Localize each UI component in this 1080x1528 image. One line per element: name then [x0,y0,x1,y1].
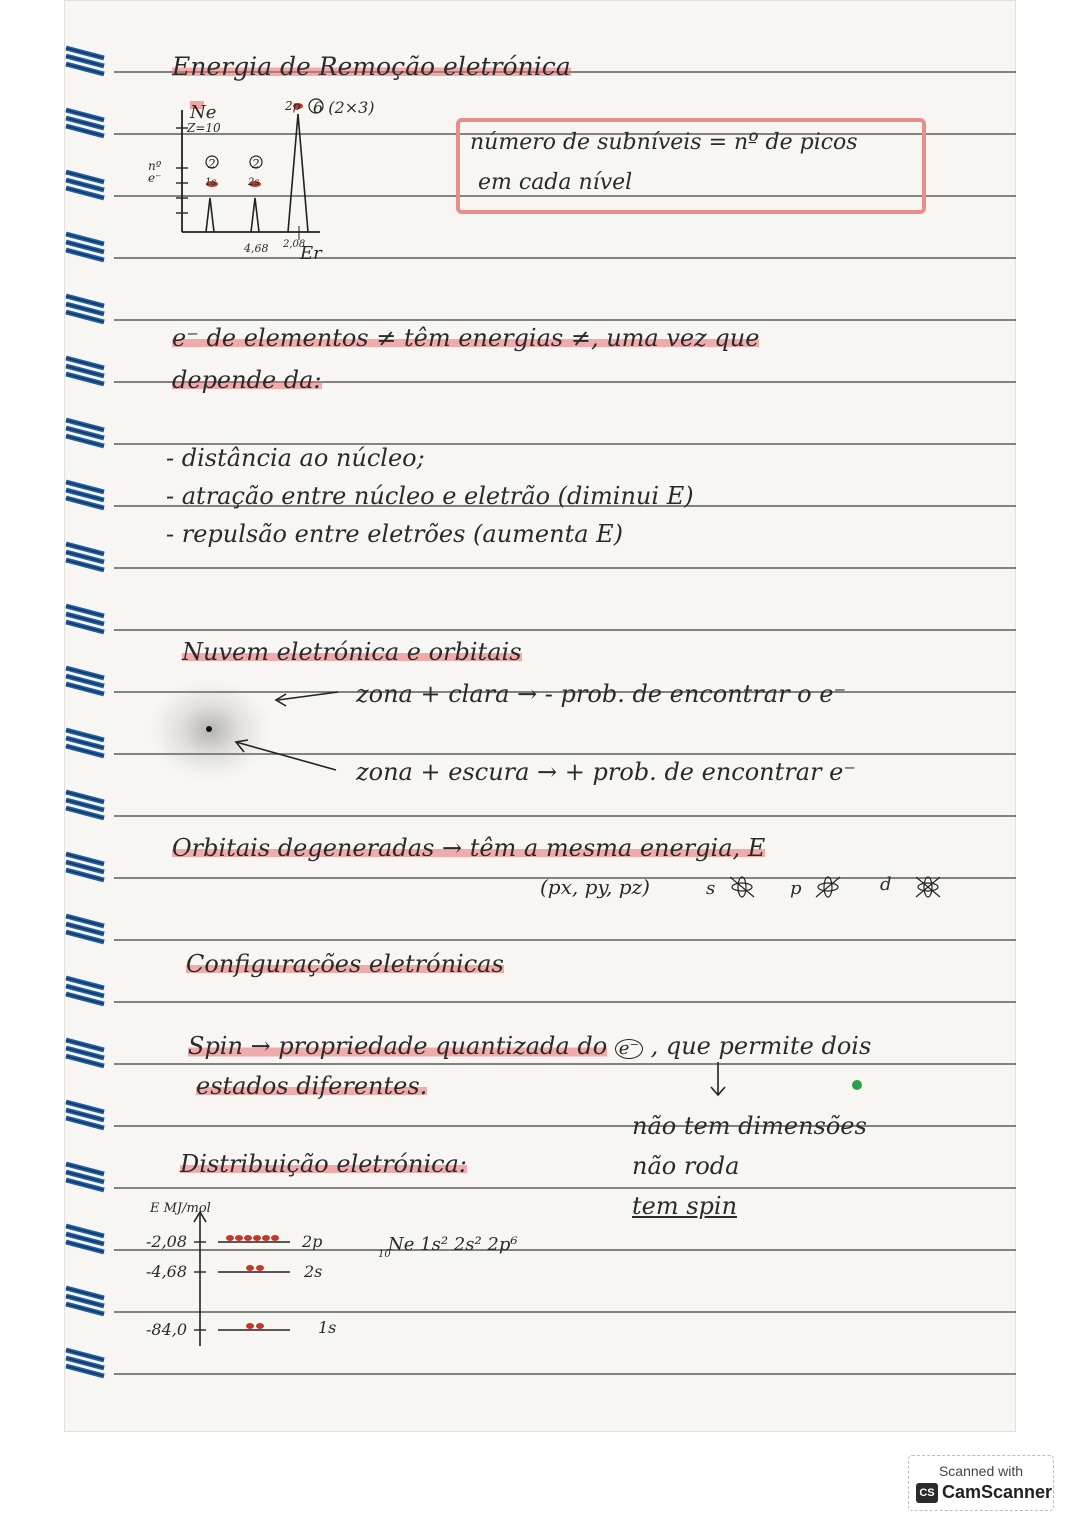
graph-bar1-label: 1s [205,177,217,188]
distribution-title: Distribuição eletrónica: [180,1150,467,1178]
dark-zone-note: zona + escura → + prob. de encontrar e⁻ [356,758,857,786]
spiral-binding [64,0,124,1432]
factor-item: - distância ao núcleo; [166,444,425,472]
graph-peak3-sublabel: 2p [285,99,301,113]
graph-z-label: Z=10 [187,121,221,135]
electron-fact: não tem dimensões [632,1112,867,1140]
spin-term: Spin → propriedade quantizada do [188,1032,608,1060]
level-value: -84,0 [146,1320,188,1339]
graph-bar2-label: 2s [248,177,260,188]
graph-y-axis-label: nº e⁻ [148,159,162,185]
graph-tick1: 4,68 [244,242,269,255]
electron-circle: e⁻ [615,1039,643,1059]
box-line-1: número de subníveis = nº de picos [470,130,858,155]
clear-zone-note: zona + clara → - prob. de encontrar o e⁻ [356,680,847,708]
nucleus-dot [206,726,212,732]
degenerate-orbitals-line: Orbitais degeneradas → têm a mesma energia, E [172,834,766,862]
box-line-2: em cada nível [478,170,633,195]
degenerate-orbitals-examples: (px, py, pz) [540,875,650,899]
d-orbital-icon [916,877,940,897]
level-label: 1s [318,1318,337,1337]
down-arrow [706,1060,730,1100]
cloud-arrows [228,684,358,784]
section-title-configurations: Configurações eletrónicas [186,950,504,978]
level-value: -2,08 [146,1232,188,1251]
graph-element-label: Ne [190,102,217,123]
energy-axis-label: E MJ/mol [150,1201,211,1216]
config-atomic-number: 10 [378,1249,391,1260]
energy-statement-line1: e⁻ de elementos ≠ têm energias ≠, uma vez que [172,324,760,352]
neon-configuration: Ne 1s² 2s² 2p⁶ [388,1234,518,1255]
watermark-line1: Scanned with [938,1463,1024,1479]
orbital-p-label: p [790,878,802,899]
electron-fact: não roda [632,1152,740,1180]
orbital-s-label: s [706,878,716,899]
orbital-d-label: d [880,874,892,895]
watermark-brand: CamScanner [942,1482,1053,1502]
level-label: 2p [302,1232,323,1251]
spin-definition-line2: estados diferentes. [196,1072,428,1100]
green-dot [852,1080,862,1090]
level-value: -4,68 [146,1262,188,1281]
camscanner-logo-icon: CS [916,1483,938,1503]
spin-definition-tail: , que permite dois [650,1032,872,1060]
s-orbital-icon [730,877,754,897]
section-title-electron-cloud: Nuvem eletrónica e orbitais [182,638,522,666]
graph-x-axis-label: Er [300,243,322,264]
section-title-removal-energy: Energia de Remoção eletrónica [172,52,571,81]
energy-statement-line2: depende da: [172,366,322,394]
p-orbital-icon [816,877,840,897]
electron-fact: tem spin [632,1192,738,1220]
camscanner-watermark [908,1455,1054,1511]
graph-tick2: 2,08 [283,239,306,250]
spin-definition [188,1034,871,1059]
orbital-shapes [724,872,954,904]
factor-item: - repulsão entre eletrões (aumenta E) [166,520,624,548]
graph-peak1-label: 2 [208,157,216,171]
factor-item: - atração entre núcleo e eletrão (diminui E) [166,482,694,510]
graph-peak2-label: 2 [252,157,260,171]
graph-peak3-label: 6 (2×3) [313,98,375,117]
level-label: 2s [304,1262,323,1281]
